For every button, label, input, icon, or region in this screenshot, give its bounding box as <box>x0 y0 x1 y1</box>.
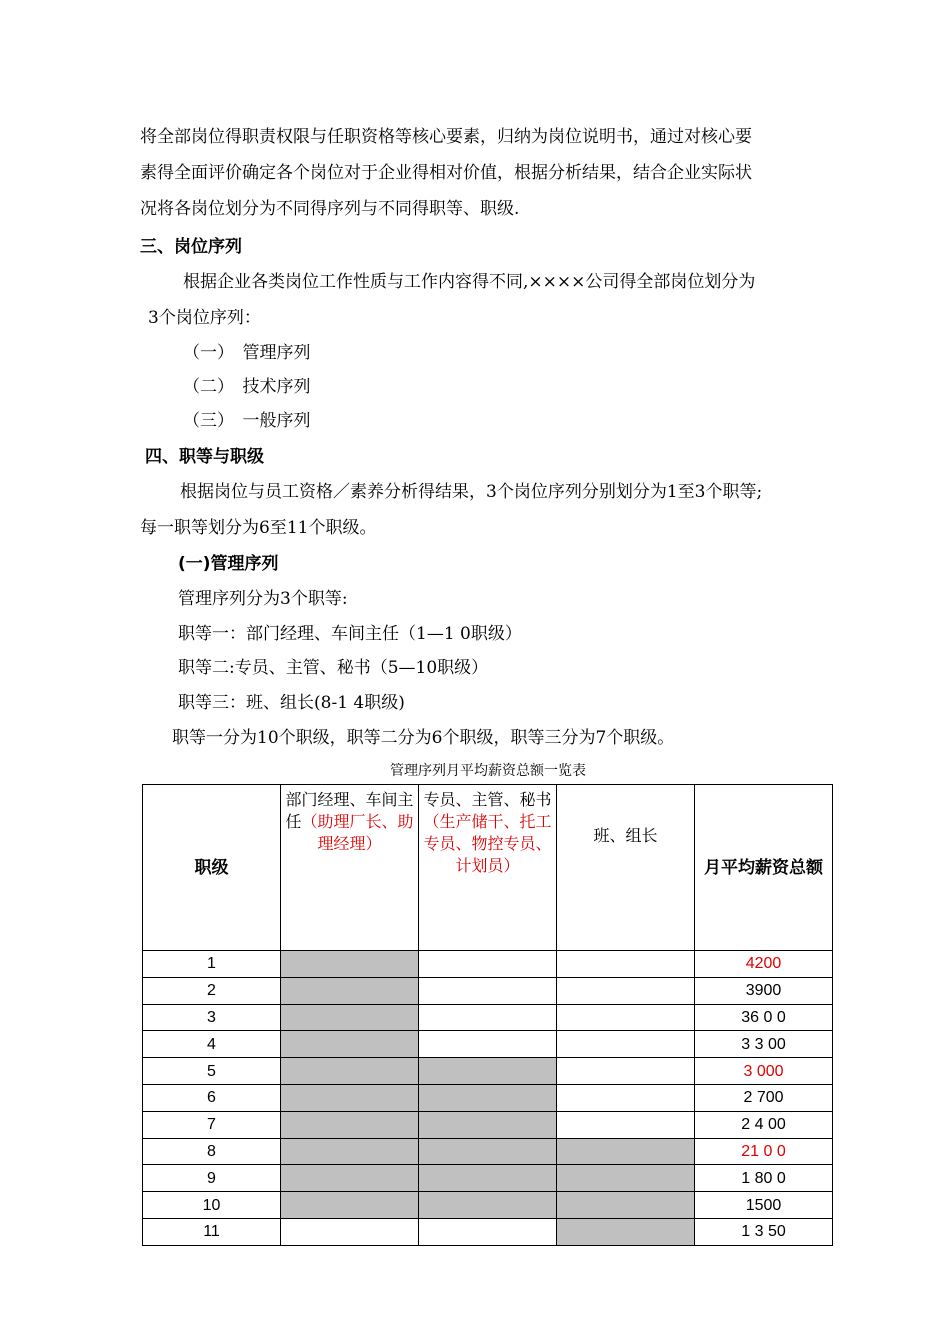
shaded-cell <box>419 1138 557 1165</box>
empty-cell <box>419 1218 557 1245</box>
section-heading: 四、职等与职级 <box>145 447 264 467</box>
empty-cell <box>419 1031 557 1058</box>
shaded-cell <box>419 1084 557 1111</box>
grade-cell: 11 <box>143 1218 281 1245</box>
list-item: （二） 技术序列 <box>183 377 311 397</box>
shaded-cell <box>281 1058 419 1085</box>
grade-cell: 3 <box>143 1004 281 1031</box>
header-monthly-salary: 月平均薪资总额 <box>695 785 833 951</box>
shaded-cell <box>557 1218 695 1245</box>
empty-cell <box>557 1084 695 1111</box>
table-row <box>143 1192 833 1219</box>
header-team-leader: 班、组长 <box>557 785 695 951</box>
shaded-cell <box>419 1192 557 1219</box>
shaded-cell <box>557 1138 695 1165</box>
table-row <box>143 951 833 978</box>
shaded-cell <box>557 1192 695 1219</box>
header-text: 部门经理、车间主任 <box>285 790 414 831</box>
paragraph-line: 职等二:专员、主管、秘书（5—10职级） <box>178 658 489 678</box>
salary-cell: 2 700 <box>695 1084 833 1111</box>
paragraph-line: 素得全面评价确定各个岗位对于企业得相对价值，根据分析结果，结合企业实际状 <box>140 163 752 183</box>
empty-cell <box>419 1004 557 1031</box>
shaded-cell <box>281 1165 419 1192</box>
header-text: 专员、主管、秘书 <box>423 790 552 809</box>
table-row <box>143 1031 833 1058</box>
grade-cell: 4 <box>143 1031 281 1058</box>
table-caption: 管理序列月平均薪资总额一览表 <box>390 763 586 779</box>
shaded-cell <box>557 1165 695 1192</box>
salary-cell: 2 4 00 <box>695 1111 833 1138</box>
empty-cell <box>557 1031 695 1058</box>
table-row <box>143 1218 833 1245</box>
shaded-cell <box>419 1165 557 1192</box>
shaded-cell <box>281 1111 419 1138</box>
shaded-cell <box>281 1138 419 1165</box>
grade-cell: 9 <box>143 1165 281 1192</box>
salary-cell: 1 80 0 <box>695 1165 833 1192</box>
paragraph-line: 职等一分为10个职级，职等二分为6个职级，职等三分为7个职级。 <box>172 728 675 748</box>
paragraph-line: 每一职等划分为6至11个职级。 <box>140 518 377 538</box>
header-note: （生产储干、托工专员、物控专员、计划员） <box>423 812 552 875</box>
table-row <box>143 977 833 1004</box>
paragraph-line: 况将各岗位划分为不同得序列与不同得职等、职级. <box>140 199 520 219</box>
empty-cell <box>557 1058 695 1085</box>
empty-cell <box>419 977 557 1004</box>
salary-cell: 1500 <box>695 1192 833 1219</box>
subsection-heading: (一)管理序列 <box>178 554 279 574</box>
salary-cell: 3 3 00 <box>695 1031 833 1058</box>
shaded-cell <box>281 1031 419 1058</box>
grade-cell: 8 <box>143 1138 281 1165</box>
shaded-cell <box>281 1084 419 1111</box>
header-note: （助理厂长、助理经理） <box>301 812 414 853</box>
header-specialist <box>419 785 557 951</box>
shaded-cell <box>281 1192 419 1219</box>
shaded-cell <box>419 1111 557 1138</box>
table-row <box>143 1138 833 1165</box>
paragraph-line: 管理序列分为3个职等: <box>178 589 348 609</box>
grade-cell: 5 <box>143 1058 281 1085</box>
salary-cell: 3900 <box>695 977 833 1004</box>
shaded-cell <box>281 1004 419 1031</box>
salary-cell: 36 0 0 <box>695 1004 833 1031</box>
section-heading: 三、岗位序列 <box>140 237 242 257</box>
salary-table <box>142 784 833 1246</box>
table-row <box>143 1165 833 1192</box>
paragraph-line: 根据岗位与员工资格／素养分析得结果，3个岗位序列分别划分为1至3个职等; <box>180 482 763 502</box>
grade-cell: 10 <box>143 1192 281 1219</box>
header-department-manager <box>281 785 419 951</box>
list-item: （一） 管理序列 <box>183 343 311 363</box>
paragraph-line: 职等三：班、组长(8-1 4职级) <box>178 693 405 713</box>
table-row <box>143 1111 833 1138</box>
salary-cell: 4200 <box>695 951 833 978</box>
grade-cell: 7 <box>143 1111 281 1138</box>
table-header-row <box>143 785 833 951</box>
shaded-cell <box>281 977 419 1004</box>
grade-cell: 6 <box>143 1084 281 1111</box>
grade-cell: 2 <box>143 977 281 1004</box>
paragraph-line: 职等一：部门经理、车间主任（1—1 0职级） <box>178 624 522 644</box>
empty-cell <box>557 951 695 978</box>
table-row <box>143 1004 833 1031</box>
grade-cell: 1 <box>143 951 281 978</box>
shaded-cell <box>281 951 419 978</box>
empty-cell <box>557 977 695 1004</box>
empty-cell <box>419 951 557 978</box>
header-grade: 职级 <box>143 785 281 951</box>
paragraph-line: 将全部岗位得职责权限与任职资格等核心要素，归纳为岗位说明书，通过对核心要 <box>140 127 752 147</box>
salary-cell: 21 0 0 <box>695 1138 833 1165</box>
paragraph-line: 根据企业各类岗位工作性质与工作内容得不同,××××公司得全部岗位划分为 <box>183 272 756 292</box>
table-row <box>143 1084 833 1111</box>
paragraph-line: 3个岗位序列： <box>148 308 261 328</box>
shaded-cell <box>419 1058 557 1085</box>
list-item: （三） 一般序列 <box>183 411 311 431</box>
table-row <box>143 1058 833 1085</box>
empty-cell <box>557 1111 695 1138</box>
salary-cell: 1 3 50 <box>695 1218 833 1245</box>
salary-cell: 3 000 <box>695 1058 833 1085</box>
empty-cell <box>557 1004 695 1031</box>
empty-cell <box>281 1218 419 1245</box>
